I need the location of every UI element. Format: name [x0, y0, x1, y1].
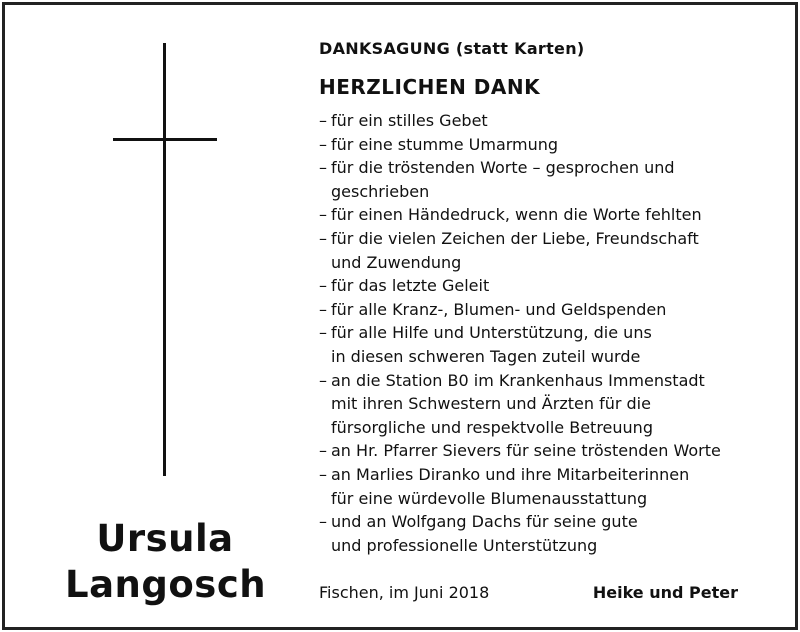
dash-marker: – — [319, 111, 327, 130]
cross-bar — [113, 138, 217, 141]
thanks-item — [319, 274, 789, 298]
thanks-item-text: an die Station B0 im Krankenhaus Immenstadt — [331, 370, 705, 390]
thanks-item — [319, 109, 789, 133]
dash-marker: – — [319, 370, 327, 390]
thanks-item-text: an Hr. Pfarrer Sievers für seine tröstenden Worte — [331, 441, 721, 461]
deceased-last-name: Langosch — [65, 563, 267, 606]
dash-marker: – — [319, 205, 327, 225]
thanks-item-text: für eine stumme Umarmung — [331, 134, 559, 154]
notice-frame — [2, 2, 798, 630]
thanks-item — [319, 227, 789, 274]
thanks-item-continuation: mit ihren Schwestern und Ärzten für die — [331, 394, 651, 414]
thanks-item-continuation: für eine würdevolle Blumenausstattung — [331, 488, 648, 508]
dash-marker: – — [319, 464, 327, 484]
notice-type: DANKSAGUNG (statt Karten) — [319, 39, 585, 58]
cross-icon — [163, 43, 166, 476]
dash-marker: – — [319, 276, 327, 296]
thanks-item-text: für die vielen Zeichen der Liebe, Freundschaft — [331, 228, 699, 248]
signature: Heike und Peter — [592, 583, 738, 602]
notice-title: HERZLICHEN DANK — [319, 75, 541, 99]
place-date: Fischen, im Juni 2018 — [319, 583, 490, 602]
thanks-item-text: und an Wolfgang Dachs für seine gute — [331, 512, 638, 532]
thanks-item-text: an Marlies Diranko und ihre Mitarbeiterinnen — [331, 464, 690, 484]
thanks-item-text: für alle Hilfe und Unterstützung, die uns — [331, 323, 652, 343]
dash-marker: – — [319, 441, 327, 461]
dash-marker: – — [319, 299, 327, 319]
thanks-item — [319, 321, 789, 368]
thanks-item-text: für einen Händedruck, wenn die Worte fehlten — [331, 205, 702, 225]
dash-marker: – — [319, 512, 327, 532]
dash-marker: – — [319, 158, 327, 178]
thanks-item — [319, 510, 789, 557]
thanks-item-continuation: in diesen schweren Tagen zuteil wurde — [331, 346, 641, 366]
thanks-item — [319, 439, 789, 463]
dash-marker: – — [319, 323, 327, 343]
thanks-item — [319, 463, 789, 510]
thanks-item — [319, 156, 789, 203]
thanks-item-text: für die tröstenden Worte – gesprochen und — [331, 158, 675, 178]
thanks-item-text: für ein stilles Gebet — [331, 111, 488, 130]
dash-marker: – — [319, 134, 327, 154]
thanks-item — [319, 298, 789, 322]
deceased-first-name: Ursula — [96, 517, 234, 560]
dash-marker: – — [319, 228, 327, 248]
thanks-list — [319, 109, 789, 557]
thanks-item — [319, 133, 789, 157]
thanks-item-continuation: und Zuwendung — [331, 252, 462, 272]
thanks-item-continuation: fürsorgliche und respektvolle Betreuung — [331, 417, 653, 437]
thanks-item-text: für alle Kranz-, Blumen- und Geldspenden — [331, 299, 667, 319]
thanks-item-continuation: geschrieben — [331, 181, 430, 201]
thanks-item — [319, 203, 789, 227]
thanks-item-continuation: und professionelle Unterstützung — [331, 535, 598, 555]
thanks-item-text: für das letzte Geleit — [331, 276, 490, 296]
thanks-item — [319, 369, 789, 440]
